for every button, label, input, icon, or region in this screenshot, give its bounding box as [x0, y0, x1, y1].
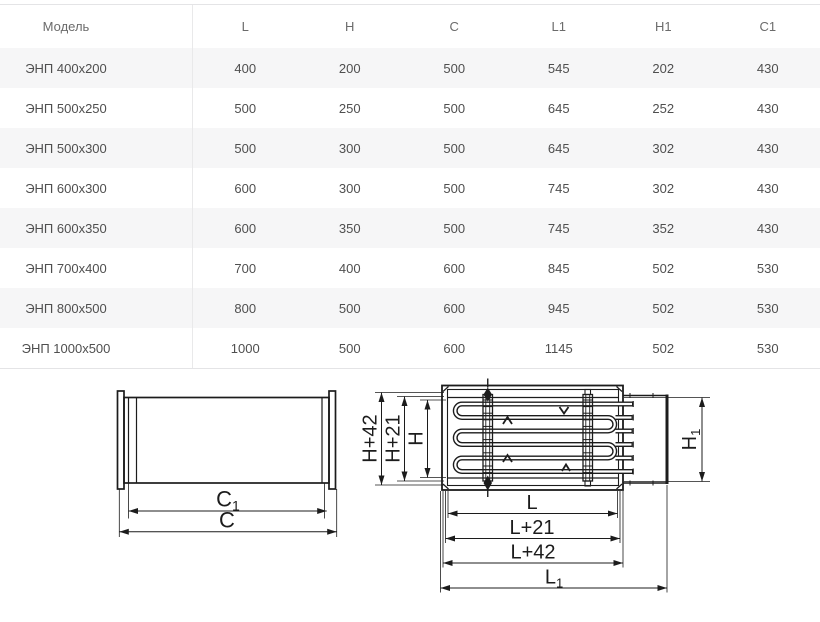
dim-label-c: C [219, 507, 235, 533]
table-row [0, 168, 820, 208]
heater-top-view-diagram [360, 379, 711, 593]
table-row [0, 288, 820, 328]
table-header-row [0, 5, 820, 48]
value-cell: 500 [443, 100, 466, 116]
table-row [0, 248, 820, 288]
value-cell: 400 [338, 260, 361, 276]
table-row [0, 328, 820, 368]
value-cell: 800 [234, 300, 257, 316]
value-cell: 202 [652, 60, 675, 76]
column-header: Модель [0, 5, 193, 48]
value-cell: 530 [756, 340, 779, 356]
value-cell: 945 [547, 300, 570, 316]
model-cell: ЭНП 500x300 [0, 128, 193, 168]
value-cell: 1000 [230, 340, 260, 356]
value-cell: 352 [652, 220, 675, 236]
model-cell: ЭНП 700x400 [0, 248, 193, 288]
model-cell: ЭНП 400x200 [0, 48, 193, 88]
dim-label-h42: H+42 [359, 414, 382, 463]
dimension-drawings [0, 370, 820, 622]
value-cell: 302 [652, 180, 675, 196]
value-cell: 430 [756, 100, 779, 116]
value-cell: 200 [338, 60, 361, 76]
value-cell: 700 [234, 260, 257, 276]
value-cell: 502 [652, 300, 675, 316]
value-cell: 530 [756, 260, 779, 276]
value-cell: 845 [547, 260, 570, 276]
value-cell: 645 [547, 100, 570, 116]
value-cell: 745 [547, 220, 570, 236]
value-cell: 300 [338, 180, 361, 196]
column-header: C [449, 19, 459, 34]
column-header: C1 [759, 19, 777, 34]
heater-casing-outer [442, 386, 623, 491]
value-cell: 502 [652, 340, 675, 356]
model-cell: ЭНП 800x500 [0, 288, 193, 328]
value-cell: 600 [443, 340, 466, 356]
table-row [0, 48, 820, 88]
value-cell: 600 [234, 180, 257, 196]
duct-flange-left [118, 391, 125, 489]
table-row [0, 88, 820, 128]
length-dimensions [441, 485, 668, 593]
model-cell: ЭНП 1000x500 [0, 328, 193, 368]
dim-label-h1: $H_1$ [679, 428, 703, 451]
value-cell: 600 [234, 220, 257, 236]
value-cell: 500 [338, 300, 361, 316]
duct-side-view-diagram [118, 391, 337, 537]
value-cell: 350 [338, 220, 361, 236]
dim-label-c1: C1 [216, 486, 240, 514]
value-cell: 500 [443, 180, 466, 196]
value-cell: 300 [338, 140, 361, 156]
column-header: L1 [551, 19, 566, 34]
model-cell: ЭНП 500x250 [0, 88, 193, 128]
value-cell: 500 [234, 140, 257, 156]
model-cell: ЭНП 600x350 [0, 208, 193, 248]
value-cell: 500 [443, 140, 466, 156]
value-cell: 430 [756, 220, 779, 236]
duct-flange-right [329, 391, 336, 489]
value-cell: 600 [443, 260, 466, 276]
value-cell: 430 [756, 60, 779, 76]
value-cell: 500 [443, 220, 466, 236]
value-cell: 250 [338, 100, 361, 116]
dim-label-l1: $L_1$ [544, 566, 564, 591]
column-header: H [345, 19, 355, 34]
dim-label-h21: H+21 [382, 414, 405, 463]
value-cell: 500 [338, 340, 361, 356]
heating-element-coil [455, 401, 633, 475]
table-row [0, 128, 820, 168]
model-cell: ЭНП 600x300 [0, 168, 193, 208]
value-cell: 430 [756, 180, 779, 196]
dimensions-table [0, 4, 820, 369]
dim-label-l21: L+21 [509, 517, 555, 539]
value-cell: 500 [443, 60, 466, 76]
value-cell: 545 [547, 60, 570, 76]
dim-label-l42: L+42 [510, 541, 556, 564]
value-cell: 530 [756, 300, 779, 316]
duct-body [124, 398, 329, 484]
support-bracket-1 [483, 379, 493, 498]
value-cell: 252 [652, 100, 675, 116]
value-cell: 502 [652, 260, 675, 276]
value-cell: 302 [652, 140, 675, 156]
value-cell: 600 [443, 300, 466, 316]
bracket-bolt-top [585, 390, 591, 395]
height-dimensions [360, 393, 447, 486]
value-cell: 500 [234, 100, 257, 116]
value-cell: 400 [234, 60, 257, 76]
column-header: H1 [654, 19, 672, 34]
dim-label-h: H [405, 431, 428, 446]
table-body [0, 48, 820, 368]
value-cell: 745 [547, 180, 570, 196]
table-row [0, 208, 820, 248]
dim-label-l: L [526, 492, 538, 514]
value-cell: 1145 [544, 340, 573, 356]
value-cell: 645 [547, 140, 570, 156]
column-header: L [241, 19, 249, 34]
value-cell: 430 [756, 140, 779, 156]
